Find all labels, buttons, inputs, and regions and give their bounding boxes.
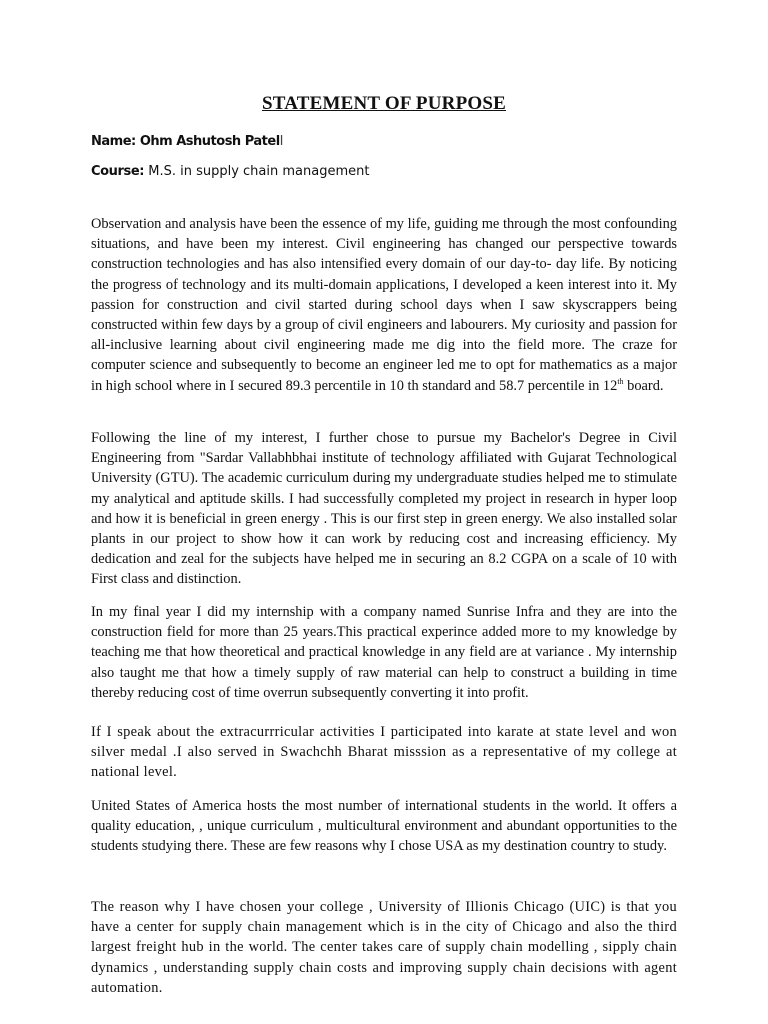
paragraph-why-usa: United States of America hosts the most number of international students in the world. It offers a quality education, , unique curriculum , multicultural environment and abundant opportunities to the students studying there. These are few reasons why I chose USA as my destination country to study.	[91, 798, 677, 855]
paragraph-extracurricular: If I speak about the extracurrricular activities I participated into karate at state level and won silver medal .I also served in Swachchh Bharat misssion as a representative of my college at national level.	[91, 724, 677, 781]
text-cursor: I	[279, 134, 284, 149]
page-title: STATEMENT OF PURPOSE	[262, 93, 506, 114]
course-label: Course:	[91, 164, 145, 179]
paragraph-education: Following the line of my interest, I further chose to pursue my Bachelor's Degree in Civil Engineering from "Sardar Vallabhbhai institute of technology affiliated with Gujarat Technological University (GTU). The academic curriculum during my undergraduate studies helped me to stimulate my analytical and aptitude skills. I had successfully completed my project in research in hyper loop and how it is beneficial in green energy . This is our first step in green energy. We also installed solar plants in our project to show how it can work by reducing cost and increasing efficiency. My dedication and zeal for the subjects have helped me in securing an 8.2 CGPA on a scale of 10 with First class and distinction.	[91, 430, 677, 588]
superscript-th: th	[617, 376, 624, 386]
name-value: Ohm Ashutosh Patel	[139, 134, 280, 149]
paragraph-internship: In my final year I did my internship with a company named Sunrise Infra and they are into the construction field for more than 25 years.This practical experince added more to my knowledge by teaching me that how theoretical and practical knowledge in any field are at variance . My internship also taught me that how a timely supply of raw material can help to construct a building in time thereby reducing cost of time overrun subsequently converting it into profit.	[91, 604, 677, 701]
course-value: M.S. in supply chain management	[148, 164, 370, 179]
paragraph-background-text: Observation and analysis have been the essence of my life, guiding me through the most confounding situations, and have been my interest. Civil engineering has changed our perspective towards construction technologies and has also intensified every domain of our day-to- day life. By noticing the progress of technology and its multi-domain applications, I developed a keen interest into it. My passion for construction and civil started during school days when I saw skyscrappers being constructed within few days by a group of civil engineers and labourers. My curiosity and passion for all-inclusive learning about civil engineering made me dig into the field more. The craze for computer science and subsequently to become an engineer led me to opt for mathematics as a major in high school where in I secured 89.3 percentile in 10 th standard and 58.7 percentile in 12	[91, 216, 677, 394]
applicant-name	[91, 134, 284, 149]
paragraph-background	[91, 214, 677, 396]
paragraph-background-end: board.	[623, 377, 664, 394]
course-line	[91, 164, 369, 179]
paragraph-why-college: The reason why I have chosen your college , University of Illionis Chicago (UIC) is that you have a center for supply chain management which is in the city of Chicago and also the third largest freight hub in the world. The center takes care of supply chain modelling , sipply chain dynamics , understanding supply chain costs and improving supply chain decisions with agent automation.	[91, 899, 677, 996]
name-label: Name:	[91, 134, 136, 149]
